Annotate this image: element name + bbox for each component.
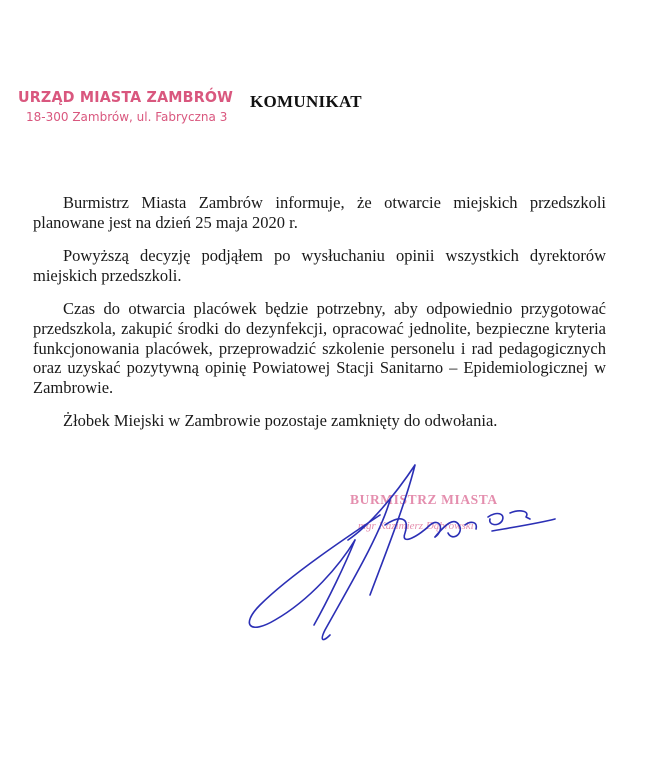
mayor-stamp-name: mgr Kazimierz Dąbrowski — [358, 520, 474, 532]
stamp-office-name: URZĄD MIASTA ZAMBRÓW — [18, 88, 234, 106]
mayor-stamp-title: BURMISTRZ MIASTA — [350, 492, 498, 507]
stamp-office-address: 18-300 Zambrów, ul. Fabryczna 3 — [26, 110, 228, 124]
paragraph-opening-date: Burmistrz Miasta Zambrów informuje, że otwarcie miejskich przedszkoli planowane jest na dzień 25 maja 2020 r. — [33, 193, 606, 232]
document-body — [33, 193, 606, 445]
paragraph-nursery: Żłobek Miejski w Zambrowie pozostaje zamknięty do odwołania. — [63, 411, 498, 431]
paragraph-preparation: Czas do otwarcia placówek będzie potrzebny, aby odpowiednio przygotować przedszkola, zakupić środki do dezynfekcji, opracować jednolite, bezpieczne kryteria funkcjonowania placówek, przeprowadzić szkolenie personelu i rad pedagogicznych oraz uzyskać pozytywną opinię Powiatowej Stacji Sanitarno – Epidemiologicznej w Zambrowie. — [33, 299, 606, 397]
office-stamp — [18, 88, 234, 124]
handwritten-signature — [230, 455, 570, 665]
document-title: KOMUNIKAT — [250, 92, 362, 111]
paragraph-decision: Powyższą decyzję podjąłem po wysłuchaniu opinii wszystkich dyrektorów miejskich przedszkoli. — [33, 246, 606, 285]
